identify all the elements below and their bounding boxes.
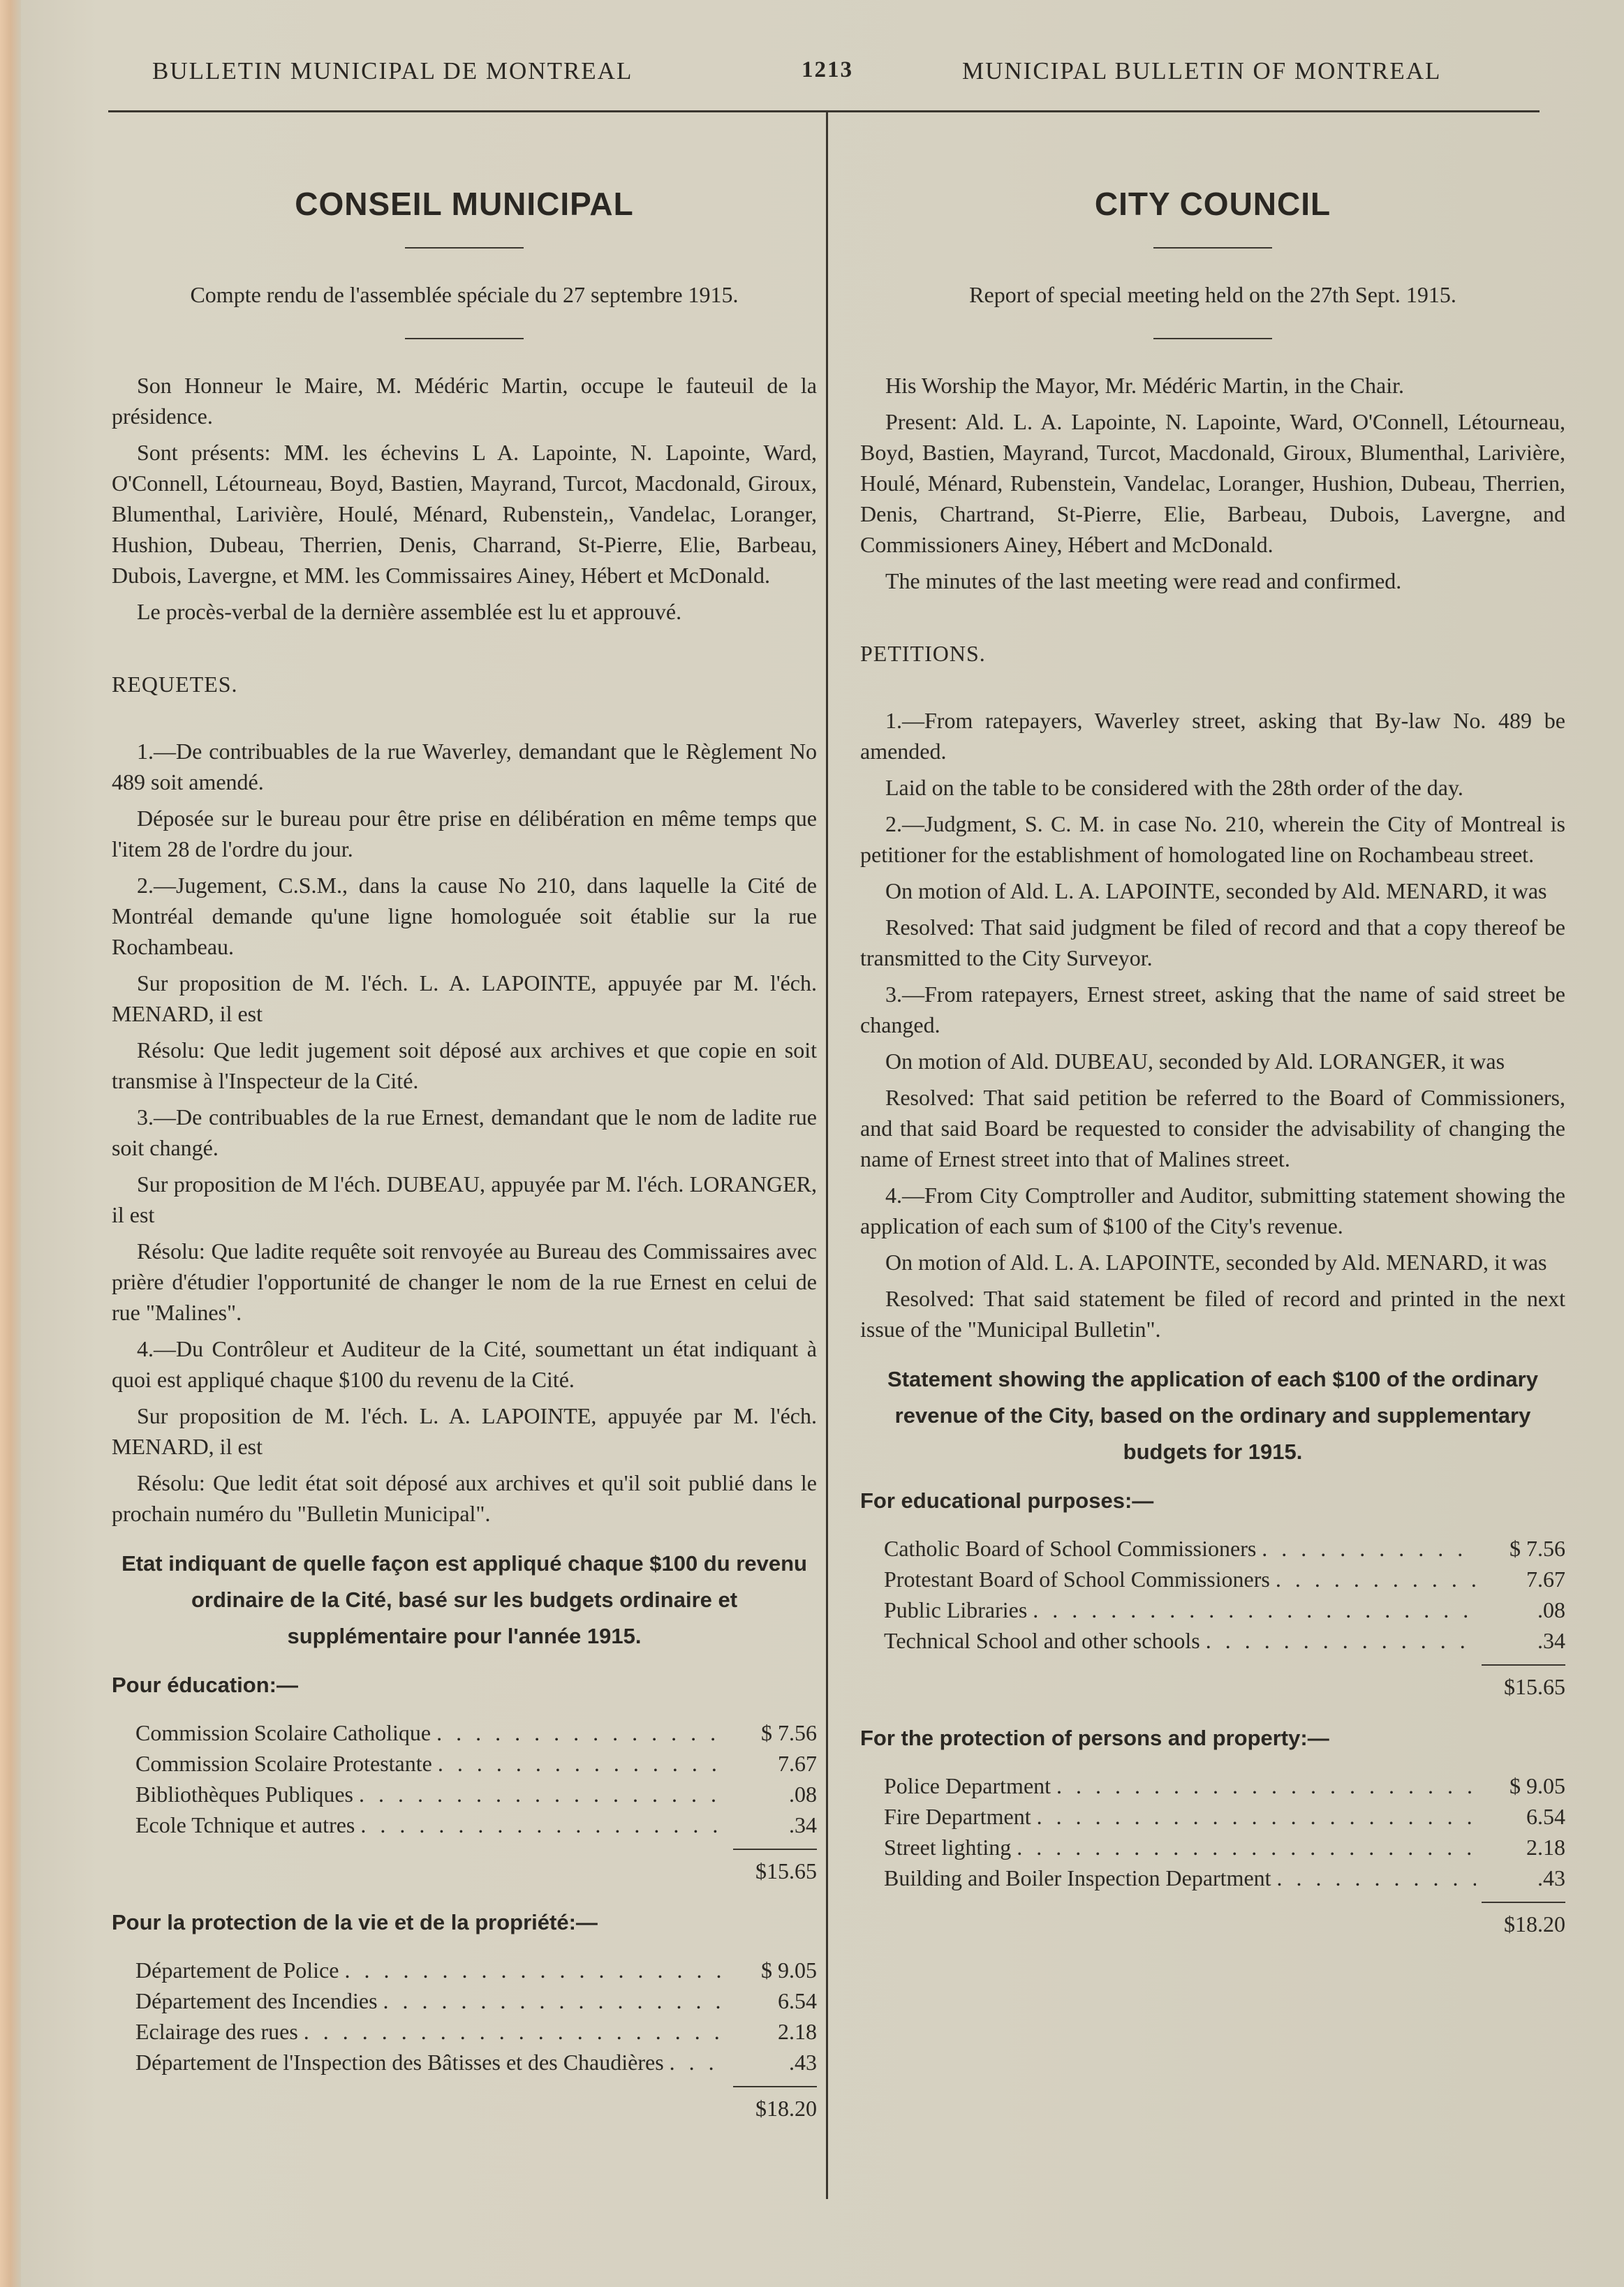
ledger-label: Département de Police (135, 1957, 339, 1983)
english-education-label: For educational purposes:— (860, 1488, 1154, 1513)
french-column (112, 140, 817, 2145)
ledger-value: .08 (789, 1782, 817, 1807)
ledger-row (860, 1564, 1565, 1594)
french-statement-heading: Etat indiquant de quelle façon est appliqué chaque $100 du revenu ordinaire de la Cité, basé sur les budgets ordinaire et supplémentaire pour l'année 1915. (121, 1551, 807, 1648)
leader-dots (359, 1779, 728, 1809)
french-paragraph: Résolu: Que ledit état soit déposé aux archives et qu'il soit publié dans le prochain numéro du "Bulletin Municipal". (112, 1470, 817, 1526)
ledger-row (112, 1779, 817, 1809)
french-paragraph: 3.—De contribuables de la rue Ernest, demandant que le nom de ladite rue soit changé. (112, 1104, 817, 1160)
english-intro: Report of special meeting held on the 27th Sept. 1915. (969, 282, 1456, 307)
leader-dots (436, 1717, 728, 1748)
ledger-label: Département des Incendies (135, 1988, 378, 2013)
english-minutes: The minutes of the last meeting were read and confirmed. (885, 568, 1402, 593)
english-paragraph: Resolved: That said petition be referred to the Board of Commissioners, and that said Board be requested to consider the advisability of changing the name of Ernest street into that of Malines street. (860, 1085, 1565, 1171)
ledger-row (860, 1863, 1565, 1893)
ledger-row (112, 2016, 817, 2047)
english-paragraph: Resolved: That said judgment be filed of record and that a copy thereof be transmitted to the City Surveyor. (860, 915, 1565, 970)
english-present: Present: Ald. L. A. Lapointe, N. Lapointe, Ward, O'Connell, Létourneau, Boyd, Bastien, Mayrand, Turcot, Macdonald, Giroux, Blumenthal, Larivière, Houlé, Ménard, Rubenstein, Vandelac, Loranger, Hushion, Dubeau, Therrien, Denis, Chartrand, St-Pierre, Elie, Barbeau, Dubois, Lavergne, and Commissioners Ainey, Hébert and McDonald. (860, 409, 1565, 557)
french-paragraph: 1.—De contribuables de la rue Waverley, demandant que le Règlement No 489 soit amendé. (112, 739, 817, 794)
ledger-row (860, 1594, 1565, 1625)
ledger-row (860, 1533, 1565, 1564)
ledger-value: 2.18 (778, 2019, 817, 2044)
intro-rule (405, 338, 524, 339)
page-number: 1213 (802, 57, 853, 82)
ledger-row (112, 1809, 817, 1840)
english-education-total: $15.65 (1504, 1674, 1565, 1699)
ledger-label: Fire Department (884, 1804, 1031, 1829)
french-title: CONSEIL MUNICIPAL (295, 186, 634, 222)
leader-dots (383, 1985, 728, 2016)
ledger-label: Bibliothèques Publiques (135, 1782, 353, 1807)
ledger-value: 7.67 (1526, 1567, 1565, 1592)
ledger-value: 6.54 (778, 1988, 817, 2013)
ledger-value: $ 7.56 (1509, 1536, 1565, 1561)
french-paragraph: 2.—Jugement, C.S.M., dans la cause No 210, dans laquelle la Cité de Montréal demande qu'une ligne homologuée soit établie sur la rue Rochambeau. (112, 873, 817, 959)
ledger-label: Technical School and other schools (884, 1628, 1200, 1653)
ledger-label: Commission Scolaire Catholique (135, 1720, 431, 1745)
ledger-row (112, 1985, 817, 2016)
ledger-row (860, 1801, 1565, 1832)
leader-dots (1277, 1863, 1476, 1893)
french-intro: Compte rendu de l'assemblée spéciale du 27 septembre 1915. (190, 282, 739, 307)
leader-dots (1017, 1832, 1476, 1863)
ledger-label: Eclairage des rues (135, 2019, 298, 2044)
english-statement-heading: Statement showing the application of each $100 of the ordinary revenue of the City, based on the ordinary and supplementary budgets for 1915. (887, 1367, 1538, 1464)
french-paragraph: Déposée sur le bureau pour être prise en délibération en même temps que l'item 28 de l'ordre du jour. (112, 806, 817, 861)
title-rule (405, 247, 524, 249)
header-right-title: MUNICIPAL BULLETIN OF MONTREAL (962, 57, 1442, 84)
ledger-row (112, 2047, 817, 2078)
leader-dots (304, 2016, 728, 2047)
french-protection-label: Pour la protection de la vie et de la propriété:— (112, 1910, 598, 1934)
leader-dots (360, 1809, 728, 1840)
french-paragraph: 4.—Du Contrôleur et Auditeur de la Cité, soumettant un état indiquant à quoi est appliqué chaque $100 du revenu de la Cité. (112, 1336, 817, 1392)
ledger-value: .34 (789, 1812, 817, 1837)
english-protection-total: $18.20 (1504, 1911, 1565, 1937)
ledger-value: .43 (1537, 1865, 1565, 1890)
ledger-value: .34 (1537, 1628, 1565, 1653)
english-paragraph: 2.—Judgment, S. C. M. in case No. 210, wherein the City of Montreal is petitioner for the establishment of homologated line on Rochambeau street. (860, 811, 1565, 867)
ledger-label: Street lighting (884, 1835, 1012, 1860)
french-paragraph: Résolu: Que ledit jugement soit déposé aux archives et que copie en soit transmise à l'Inspecteur de la Cité. (112, 1037, 817, 1093)
english-paragraph: On motion of Ald. DUBEAU, seconded by Ald. LORANGER, it was (885, 1049, 1505, 1074)
french-protection-total: $18.20 (755, 2096, 817, 2121)
french-education-label: Pour éducation:— (112, 1673, 298, 1697)
leader-dots (1206, 1625, 1476, 1656)
french-present: Sont présents: MM. les échevins L A. Lapointe, N. Lapointe, Ward, O'Connell, Létourneau, Boyd, Bastien, Mayrand, Turcot, Macdonald, Giroux, Blumenthal, Larivière, Houlé, Ménard, Rubenstein,, Vandelac, Loranger, Hushion, Dubeau, Therrien, Denis, Charrand, St-Pierre, Elie, Barbeau, Dubois, Lavergne, et MM. les Commissaires Ainey, Hébert et McDonald. (112, 440, 817, 588)
ledger-value: .43 (789, 2050, 817, 2075)
english-section-heading: PETITIONS. (860, 641, 986, 666)
english-paragraph: 4.—From City Comptroller and Auditor, submitting statement showing the application of each sum of $100 of the City's revenue. (860, 1183, 1565, 1238)
ledger-value: $ 7.56 (761, 1720, 817, 1745)
leader-dots (670, 2047, 728, 2078)
ledger-row (112, 1717, 817, 1748)
english-chair: His Worship the Mayor, Mr. Médéric Martin, in the Chair. (885, 373, 1404, 398)
french-minutes: Le procès-verbal de la dernière assemblée est lu et approuvé. (137, 599, 682, 624)
header-rule (108, 110, 1540, 112)
english-paragraph: On motion of Ald. L. A. LAPOINTE, seconded by Ald. MENARD, it was (885, 878, 1547, 903)
leader-dots (344, 1955, 728, 1985)
title-rule (1153, 247, 1272, 249)
intro-rule (1153, 338, 1272, 339)
english-paragraph: On motion of Ald. L. A. LAPOINTE, seconded by Ald. MENARD, it was (885, 1250, 1547, 1275)
ledger-row (860, 1770, 1565, 1801)
english-protection-label: For the protection of persons and property:— (860, 1726, 1329, 1750)
french-paragraph: Résolu: Que ladite requête soit renvoyée au Bureau des Commissaires avec prière d'étudier l'opportunité de changer le nom de la rue Ernest en celui de rue "Malines". (112, 1238, 817, 1325)
ledger-label: Protestant Board of School Commissioners (884, 1567, 1270, 1592)
english-paragraph: Laid on the table to be considered with the 28th order of the day. (885, 775, 1463, 800)
ledger-row (112, 1748, 817, 1779)
french-paragraph: Sur proposition de M. l'éch. L. A. LAPOINTE, appuyée par M. l'éch. MENARD, il est (112, 970, 817, 1026)
french-education-total: $15.65 (755, 1858, 817, 1883)
column-divider (826, 112, 828, 2199)
leader-dots (1276, 1564, 1476, 1594)
ledger-value: 6.54 (1526, 1804, 1565, 1829)
ledger-label: Police Department (884, 1773, 1051, 1798)
ledger-label: Public Libraries (884, 1597, 1028, 1622)
english-paragraph: Resolved: That said statement be filed of record and printed in the next issue of the "Municipal Bulletin". (860, 1286, 1565, 1342)
english-paragraph: 1.—From ratepayers, Waverley street, asking that By-law No. 489 be amended. (860, 708, 1565, 764)
ledger-label: Ecole Tchnique et autres (135, 1812, 355, 1837)
total-rule (1482, 1902, 1565, 1903)
french-section-heading: REQUETES. (112, 672, 238, 697)
ledger-value: .08 (1537, 1597, 1565, 1622)
leader-dots (1262, 1533, 1476, 1564)
english-paragraph: 3.—From ratepayers, Ernest street, asking that the name of said street be changed. (860, 982, 1565, 1037)
ledger-label: Catholic Board of School Commissioners (884, 1536, 1257, 1561)
ledger-value: $ 9.05 (1509, 1773, 1565, 1798)
leader-dots (1033, 1594, 1476, 1625)
ledger-label: Département de l'Inspection des Bâtisses et des Chaudières (135, 2050, 664, 2075)
english-title: CITY COUNCIL (1094, 186, 1331, 222)
ledger-value: $ 9.05 (761, 1957, 817, 1983)
leader-dots (1056, 1770, 1476, 1801)
ledger-label: Commission Scolaire Protestante (135, 1751, 432, 1776)
ledger-value: 2.18 (1526, 1835, 1565, 1860)
total-rule (733, 1849, 817, 1850)
ledger-row (860, 1625, 1565, 1656)
total-rule (1482, 1664, 1565, 1666)
english-column (860, 140, 1565, 1960)
ledger-label: Building and Boiler Inspection Department (884, 1865, 1271, 1890)
total-rule (733, 2086, 817, 2087)
ledger-row (860, 1832, 1565, 1863)
french-paragraph: Sur proposition de M. l'éch. L. A. LAPOINTE, appuyée par M. l'éch. MENARD, il est (112, 1403, 817, 1459)
french-chair: Son Honneur le Maire, M. Médéric Martin, occupe le fauteuil de la présidence. (112, 373, 817, 429)
page-binding-edge (0, 0, 21, 2287)
french-paragraph: Sur proposition de M l'éch. DUBEAU, appuyée par M. l'éch. LORANGER, il est (112, 1171, 817, 1227)
header-left-title: BULLETIN MUNICIPAL DE MONTREAL (152, 57, 633, 84)
ledger-row (112, 1955, 817, 1985)
leader-dots (1037, 1801, 1476, 1832)
ledger-value: 7.67 (778, 1751, 817, 1776)
leader-dots (438, 1748, 728, 1779)
